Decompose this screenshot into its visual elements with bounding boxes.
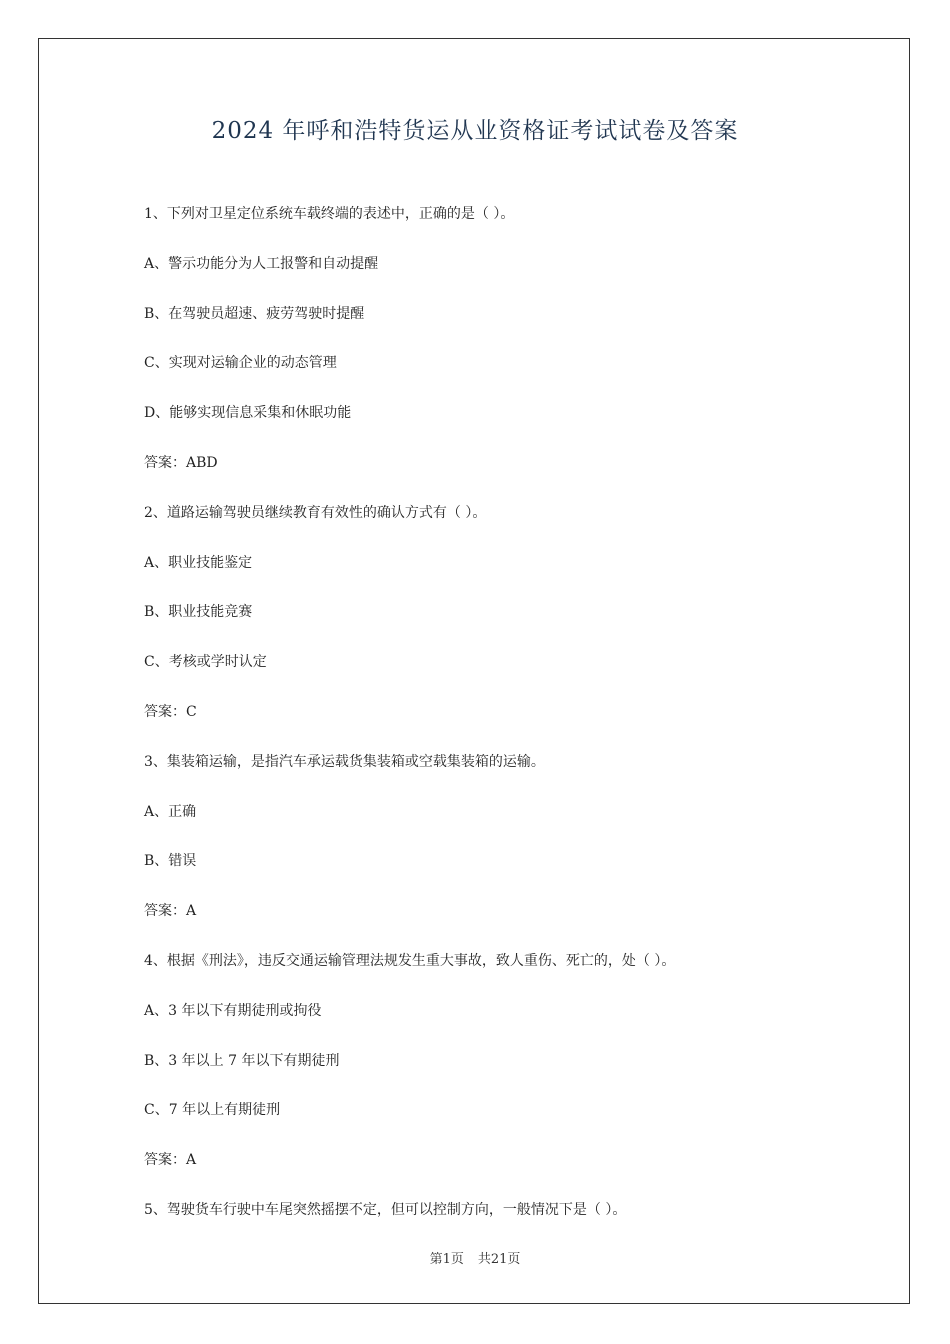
option-line: C、实现对运输企业的动态管理 — [144, 355, 337, 372]
page-footer — [0, 1248, 950, 1267]
option-line: B、在驾驶员超速、疲劳驾驶时提醒 — [144, 305, 365, 322]
answer-line: 答案：A — [144, 1152, 197, 1169]
option-line: A、3 年以下有期徒刑或拘役 — [144, 1002, 322, 1019]
option-line: A、警示功能分为人工报警和自动提醒 — [144, 255, 379, 272]
page-number-current: 第1页 — [429, 1252, 464, 1267]
answer-line: 答案：ABD — [144, 454, 218, 471]
document-title: 2024 年呼和浩特货运从业资格证考试试卷及答案 — [211, 118, 739, 144]
question-line: 2、道路运输驾驶员继续教育有效性的确认方式有（ ）。 — [144, 504, 487, 521]
option-line: C、考核或学时认定 — [144, 654, 267, 671]
option-line: B、错误 — [144, 853, 197, 870]
question-line: 5、驾驶货车行驶中车尾突然摇摆不定，但可以控制方向，一般情况下是（ ）。 — [144, 1201, 627, 1218]
option-line: A、正确 — [144, 803, 197, 820]
option-line: A、职业技能鉴定 — [144, 554, 253, 571]
answer-line: 答案：A — [144, 903, 197, 920]
question-line: 4、根据《刑法》，违反交通运输管理法规发生重大事故，致人重伤、死亡的，处（ ）。 — [144, 952, 676, 969]
option-line: D、能够实现信息采集和休眠功能 — [144, 405, 352, 422]
question-line: 1、下列对卫星定位系统车载终端的表述中，正确的是（ ）。 — [144, 206, 515, 222]
question-line: 3、集装箱运输，是指汽车承运载货集装箱或空载集装箱的运输。 — [144, 753, 545, 770]
option-line: B、3 年以上 7 年以下有期徒刑 — [144, 1052, 340, 1069]
option-line: B、职业技能竞赛 — [144, 604, 253, 621]
question-list — [144, 203, 864, 1249]
page-number-total: 共21页 — [477, 1252, 521, 1267]
option-line: C、7 年以上有期徒刑 — [144, 1102, 281, 1119]
answer-line: 答案：C — [144, 703, 197, 720]
